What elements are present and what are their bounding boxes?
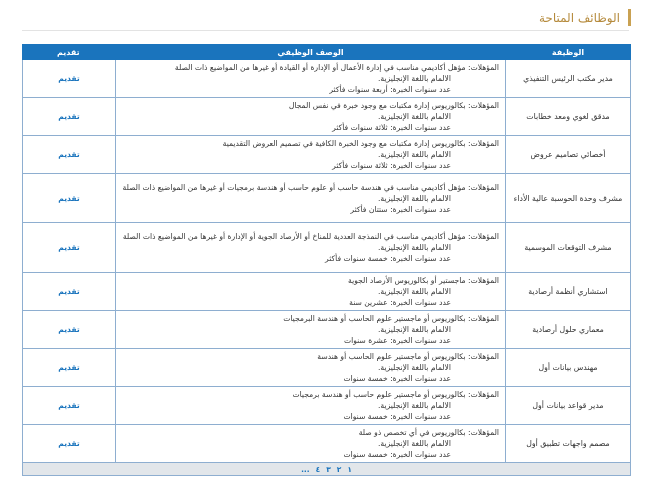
apply-link[interactable]: تقديم bbox=[58, 363, 80, 372]
job-experience: عدد سنوات الخبرة: خمسة سنوات bbox=[343, 412, 451, 421]
apply-link[interactable]: تقديم bbox=[58, 243, 80, 252]
apply-link[interactable]: تقديم bbox=[58, 401, 80, 410]
job-qualifications: المؤهلات: بكالوريوس أو ماجستير علوم حاسب أو هندسة برمجيات bbox=[292, 390, 499, 399]
page-4-link[interactable]: ٤ bbox=[315, 464, 321, 474]
apply-cell bbox=[23, 273, 116, 311]
column-header-title: الوظيفة bbox=[506, 45, 631, 60]
job-description bbox=[116, 98, 506, 136]
table-body bbox=[23, 60, 631, 476]
job-english: الالمام باللغة الإنجليزية. bbox=[377, 112, 451, 121]
apply-cell bbox=[23, 174, 116, 223]
heading-accent-bar bbox=[628, 9, 631, 26]
job-experience: عدد سنوات الخبرة: ثلاثة سنوات فأكثر bbox=[332, 123, 451, 132]
job-description bbox=[116, 174, 506, 223]
job-title: مدقق لغوي ومعد خطابات bbox=[506, 98, 631, 136]
page-heading bbox=[539, 9, 631, 26]
column-header-description: الوصف الوظيفي bbox=[116, 45, 506, 60]
job-title: مهندس بيانات أول bbox=[506, 349, 631, 387]
page-1-link[interactable]: ١ bbox=[347, 464, 352, 474]
job-english: الالمام باللغة الإنجليزية. bbox=[377, 193, 451, 203]
apply-link[interactable]: تقديم bbox=[58, 193, 80, 203]
apply-cell bbox=[23, 98, 116, 136]
table-header-row bbox=[23, 45, 631, 60]
job-english: الالمام باللغة الإنجليزية. bbox=[377, 439, 451, 448]
job-experience: عدد سنوات الخبرة: عشرة سنوات bbox=[343, 336, 451, 345]
apply-cell bbox=[23, 136, 116, 174]
apply-cell bbox=[23, 425, 116, 463]
pagination-more[interactable]: ... bbox=[301, 464, 310, 474]
jobs-table bbox=[22, 44, 631, 476]
apply-cell bbox=[23, 387, 116, 425]
job-experience: عدد سنوات الخبرة: خمسة سنوات bbox=[343, 374, 451, 383]
job-qualifications: المؤهلات: بكالوريوس أو ماجستير علوم الحاسب أو هندسة bbox=[317, 352, 499, 361]
job-qualifications: المؤهلات: مؤهل أكاديمي مناسب في إدارة الأعمال أو الإدارة أو القيادة أو غيرها من المواضيع ذات الصلة bbox=[174, 63, 499, 72]
job-title: مشرف وحدة الحوسبة عالية الأداء bbox=[506, 174, 631, 223]
job-english: الالمام باللغة الإنجليزية. bbox=[377, 150, 451, 159]
job-title: أخصائي تصاميم عروض bbox=[506, 136, 631, 174]
pagination bbox=[301, 465, 352, 474]
job-qualifications: المؤهلات: بكالوريوس إدارة مكتبات مع وجود الخبرة الكافية في تصميم العروض التقديمية bbox=[222, 139, 499, 148]
apply-cell bbox=[23, 311, 116, 349]
apply-link[interactable]: تقديم bbox=[58, 112, 80, 121]
job-english: الالمام باللغة الإنجليزية. bbox=[377, 243, 451, 252]
job-title: استشاري أنظمة أرصادية bbox=[506, 273, 631, 311]
job-title: مدير قواعد بيانات أول bbox=[506, 387, 631, 425]
table-row bbox=[23, 425, 631, 463]
table-row bbox=[23, 349, 631, 387]
job-qualifications: المؤهلات: بكالوريوس أو ماجستير علوم الحاسب أو هندسة البرمجيات bbox=[283, 314, 499, 323]
apply-cell bbox=[23, 60, 116, 98]
table-row bbox=[23, 98, 631, 136]
job-title: معماري حلول أرصادية bbox=[506, 311, 631, 349]
job-title: مدير مكتب الرئيس التنفيذي bbox=[506, 60, 631, 98]
page-2-link[interactable]: ٢ bbox=[336, 464, 342, 474]
apply-cell bbox=[23, 349, 116, 387]
job-description bbox=[116, 425, 506, 463]
job-description bbox=[116, 273, 506, 311]
heading-divider bbox=[22, 30, 629, 31]
job-experience: عدد سنوات الخبرة: أربعة سنوات فأكثر bbox=[329, 85, 451, 94]
job-description bbox=[116, 223, 506, 273]
job-description bbox=[116, 60, 506, 98]
job-english: الالمام باللغة الإنجليزية. bbox=[377, 74, 451, 83]
pagination-row bbox=[23, 463, 631, 476]
job-english: الالمام باللغة الإنجليزية. bbox=[377, 401, 451, 410]
apply-cell bbox=[23, 223, 116, 273]
page-3-link[interactable]: ٣ bbox=[326, 464, 331, 474]
apply-link[interactable]: تقديم bbox=[58, 325, 80, 334]
job-experience: عدد سنوات الخبرة: خمسة سنوات فأكثر bbox=[325, 254, 451, 263]
apply-link[interactable]: تقديم bbox=[58, 439, 80, 448]
page-title: الوظائف المتاحة bbox=[538, 10, 620, 25]
job-qualifications: المؤهلات: ماجستير أو بكالوريوس الأرصاد الجوية bbox=[348, 276, 499, 285]
job-qualifications: المؤهلات: بكالوريوس في أي تخصص ذو صلة bbox=[358, 428, 499, 437]
table-row bbox=[23, 174, 631, 223]
job-experience: عدد سنوات الخبرة: خمسة سنوات bbox=[343, 450, 451, 459]
job-title: مصمم واجهات تطبيق أول bbox=[506, 425, 631, 463]
job-english: الالمام باللغة الإنجليزية. bbox=[377, 325, 451, 334]
table-row bbox=[23, 311, 631, 349]
job-experience: عدد سنوات الخبرة: عشرين سنة bbox=[349, 298, 451, 307]
table-row bbox=[23, 387, 631, 425]
apply-link[interactable]: تقديم bbox=[58, 150, 80, 159]
column-header-apply: تقديم bbox=[23, 45, 116, 60]
apply-link[interactable]: تقديم bbox=[58, 74, 80, 83]
table-row bbox=[23, 136, 631, 174]
job-title: مشرف التوقعات الموسمية bbox=[506, 223, 631, 273]
job-qualifications: المؤهلات: مؤهل أكاديمي مناسب في النمذجة العددية للمناخ أو الأرصاد الجوية أو الإدارة أو غيرها من المواضيع ذات الصلة bbox=[122, 232, 499, 241]
table-row bbox=[23, 223, 631, 273]
job-experience: عدد سنوات الخبرة: ستتان فأكثر bbox=[350, 204, 451, 214]
job-description bbox=[116, 349, 506, 387]
job-description bbox=[116, 387, 506, 425]
job-experience: عدد سنوات الخبرة: ثلاثة سنوات فأكثر bbox=[332, 161, 451, 170]
apply-link[interactable]: تقديم bbox=[58, 287, 80, 296]
table-row bbox=[23, 60, 631, 98]
pagination-cell bbox=[23, 463, 631, 476]
job-description bbox=[116, 136, 506, 174]
job-qualifications: المؤهلات: بكالوريوس إدارة مكتبات مع وجود خبرة في نفس المجال bbox=[288, 101, 499, 110]
table-row bbox=[23, 273, 631, 311]
job-qualifications: المؤهلات: مؤهل أكاديمي مناسب في هندسة حاسب أو علوم حاسب أو هندسة برمجيات أو غيرها من المواضيع ذات الصلة bbox=[122, 182, 499, 192]
job-english: الالمام باللغة الإنجليزية. bbox=[377, 363, 451, 372]
job-english: الالمام باللغة الإنجليزية. bbox=[377, 287, 451, 296]
job-description bbox=[116, 311, 506, 349]
